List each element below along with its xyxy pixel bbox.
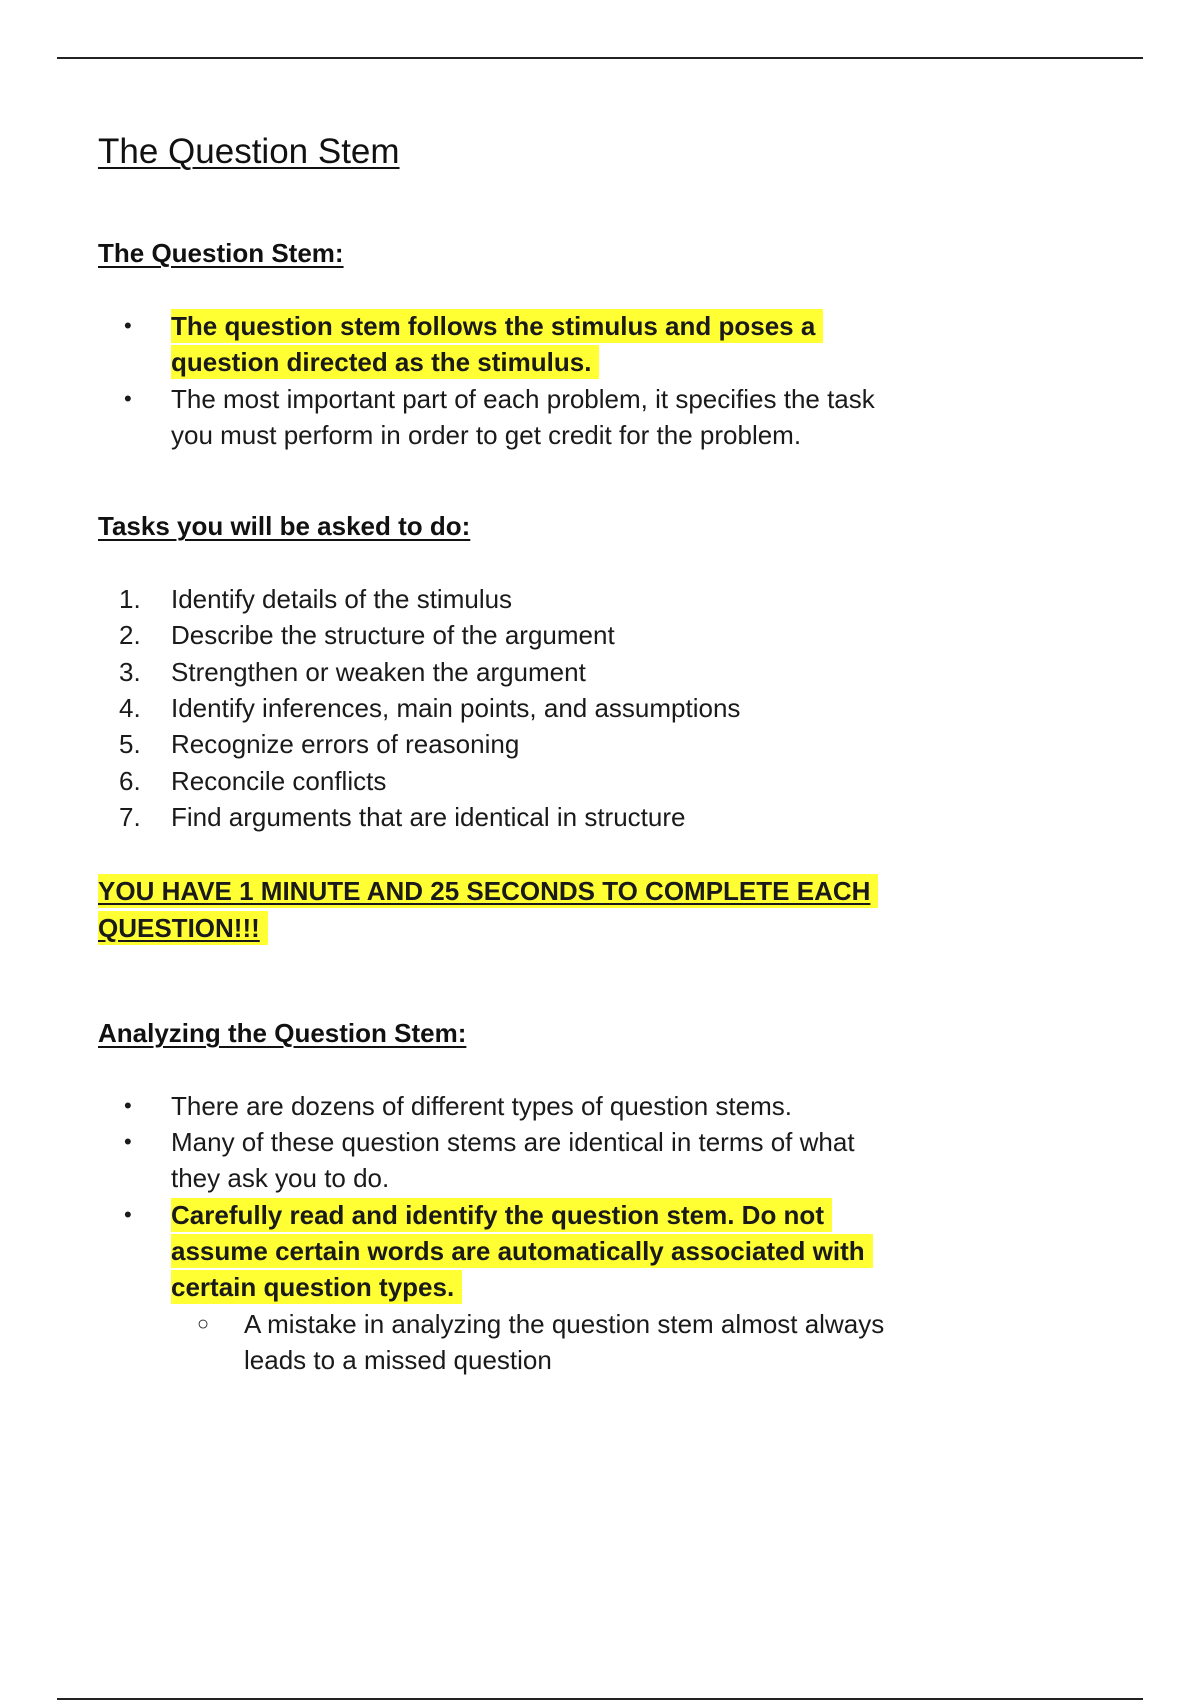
document-body: [98, 130, 898, 1378]
list-number: 1.: [119, 584, 141, 615]
list-item: [98, 726, 898, 762]
list-item: [98, 617, 898, 653]
section-heading-analyzing: Analyzing the Question Stem:: [98, 1017, 467, 1048]
list-item: [98, 799, 898, 835]
list-item: [98, 381, 898, 454]
list-number: 4.: [119, 693, 141, 724]
list-item-text: There are dozens of different types of question stems.: [171, 1090, 792, 1121]
highlighted-text: Carefully read and identify the question stem. Do not assume certain words are automatically associated with certain question types.: [171, 1198, 873, 1305]
list-item: [98, 308, 898, 381]
list-item-text: Many of these question stems are identical in terms of what they ask you to do.: [171, 1127, 855, 1194]
analyzing-bullet-list: [98, 1088, 898, 1378]
list-item-text: The most important part of each problem, it specifies the task you must perform in order to get credit for the problem.: [171, 383, 875, 450]
time-warning: [98, 873, 878, 946]
bullet-icon: •: [124, 1129, 132, 1155]
list-number: 2.: [119, 620, 141, 651]
list-item-text: Recognize errors of reasoning: [171, 729, 520, 760]
list-item-text: Identify details of the stimulus: [171, 584, 513, 615]
section-heading-question-stem: The Question Stem:: [98, 238, 344, 268]
circle-bullet-icon: ○: [197, 1312, 210, 1335]
list-item-text: Strengthen or weaken the argument: [171, 656, 586, 687]
highlighted-text: The question stem follows the stimulus and poses a question directed as the stimulus.: [171, 309, 823, 379]
section-heading-tasks: Tasks you will be asked to do:: [98, 511, 471, 542]
list-item: [98, 763, 898, 799]
bullet-icon: •: [124, 1201, 132, 1227]
list-item: [98, 690, 898, 726]
list-item-text: Reconcile conflicts: [171, 765, 387, 796]
list-item: [98, 581, 898, 617]
list-item-text: Describe the structure of the argument: [171, 620, 615, 651]
list-number: 3.: [119, 656, 141, 687]
bullet-icon: •: [124, 1092, 132, 1118]
list-item-text: Identify inferences, main points, and assumptions: [171, 693, 741, 724]
sub-bullet-list: [171, 1306, 898, 1379]
list-number: 6.: [119, 765, 141, 796]
list-item-text: Find arguments that are identical in structure: [171, 801, 686, 832]
sub-list-item: [171, 1306, 898, 1379]
list-item: [98, 1088, 898, 1124]
time-warning-text: YOU HAVE 1 MINUTE AND 25 SECONDS TO COMPLETE EACH QUESTION!!!: [98, 874, 878, 944]
list-item: [98, 654, 898, 690]
question-stem-bullet-list: [98, 308, 898, 453]
top-rule: [57, 57, 1143, 59]
list-number: 7.: [119, 801, 141, 832]
tasks-numbered-list: [98, 581, 898, 835]
bullet-icon: •: [124, 313, 132, 338]
sub-list-item-text: A mistake in analyzing the question stem almost always leads to a missed question: [244, 1308, 885, 1375]
document-title: The Question Stem: [98, 132, 400, 171]
list-item: [98, 1124, 898, 1197]
list-item: [98, 1197, 898, 1378]
list-number: 5.: [119, 729, 141, 760]
bullet-icon: •: [124, 385, 132, 411]
